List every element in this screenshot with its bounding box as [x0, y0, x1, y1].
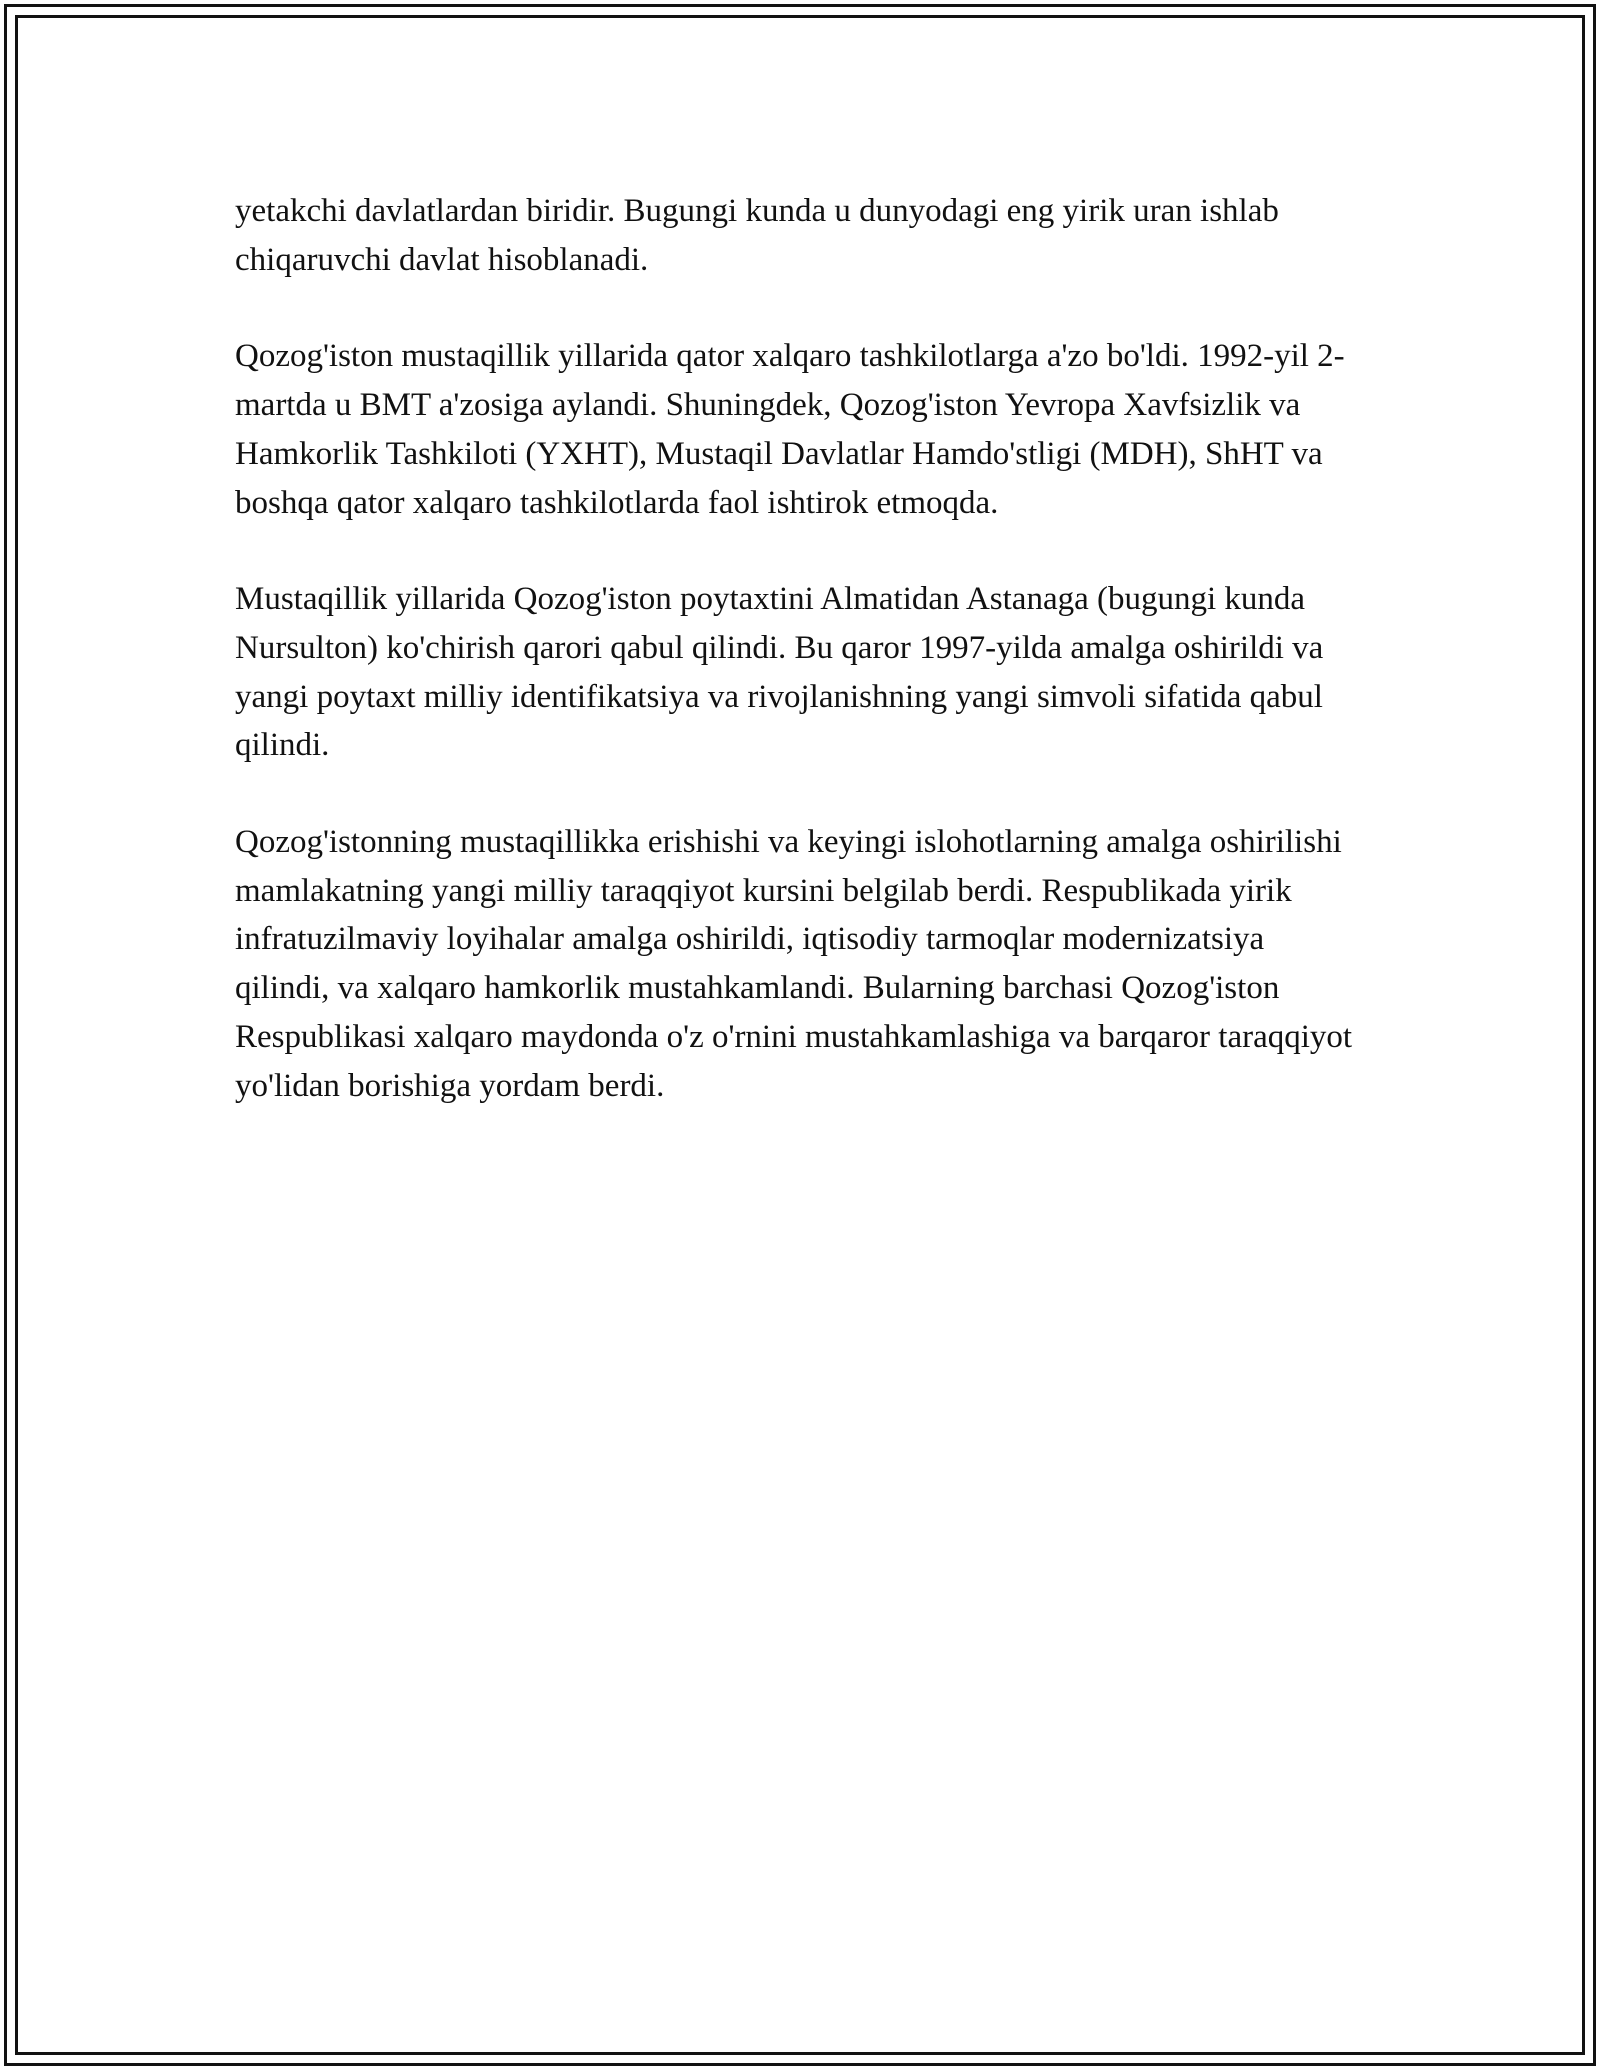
paragraph-capital-relocation: Mustaqillik yillarida Qozog'iston poytaxtini Almatidan Astanaga (bugungi kunda Nursulton) ko'chirish qarori qabul qilindi. Bu qaror 1997-yilda amalga oshirildi va yangi poytaxt milliy identifikatsiya va rivojlanishning yangi simvoli sifatida qabul qilindi.	[235, 581, 1324, 764]
paragraph-uranium: yetakchi davlatlardan biridir. Bugungi kunda u dunyodagi eng yirik uran ishlab chiqaruvchi davlat hisoblanadi.	[235, 193, 1279, 278]
document-body	[235, 187, 1365, 1158]
paragraph-international-organizations: Qozog'iston mustaqillik yillarida qator xalqaro tashkilotlarga a'zo bo'ldi. 1992-yil 2-martda u BMT a'zosiga aylandi. Shuningdek, Qozog'iston Yevropa Xavfsizlik va Hamkorlik Tashkiloti (YXHT), Mustaqil Davlatlar Hamdo'stligi (MDH), ShHT va boshqa qator xalqaro tashkilotlarda faol ishtirok etmoqda.	[235, 338, 1345, 521]
paragraph-national-development: Qozog'istonning mustaqillikka erishishi va keyingi islohotlarning amalga oshirilishi mamlakatning yangi milliy taraqqiyot kursini belgilab berdi. Respublikada yirik infratuzilmaviy loyihalar amalga oshirildi, iqtisodiy tarmoqlar modernizatsiya qilindi, va xalqaro hamkorlik mustahkamlandi. Bularning barchasi Qozog'iston Respublikasi xalqaro maydonda o'z o'rnini mustahkamlashiga va barqaror taraqqiyot yo'lidan borishiga yordam berdi.	[235, 824, 1353, 1104]
